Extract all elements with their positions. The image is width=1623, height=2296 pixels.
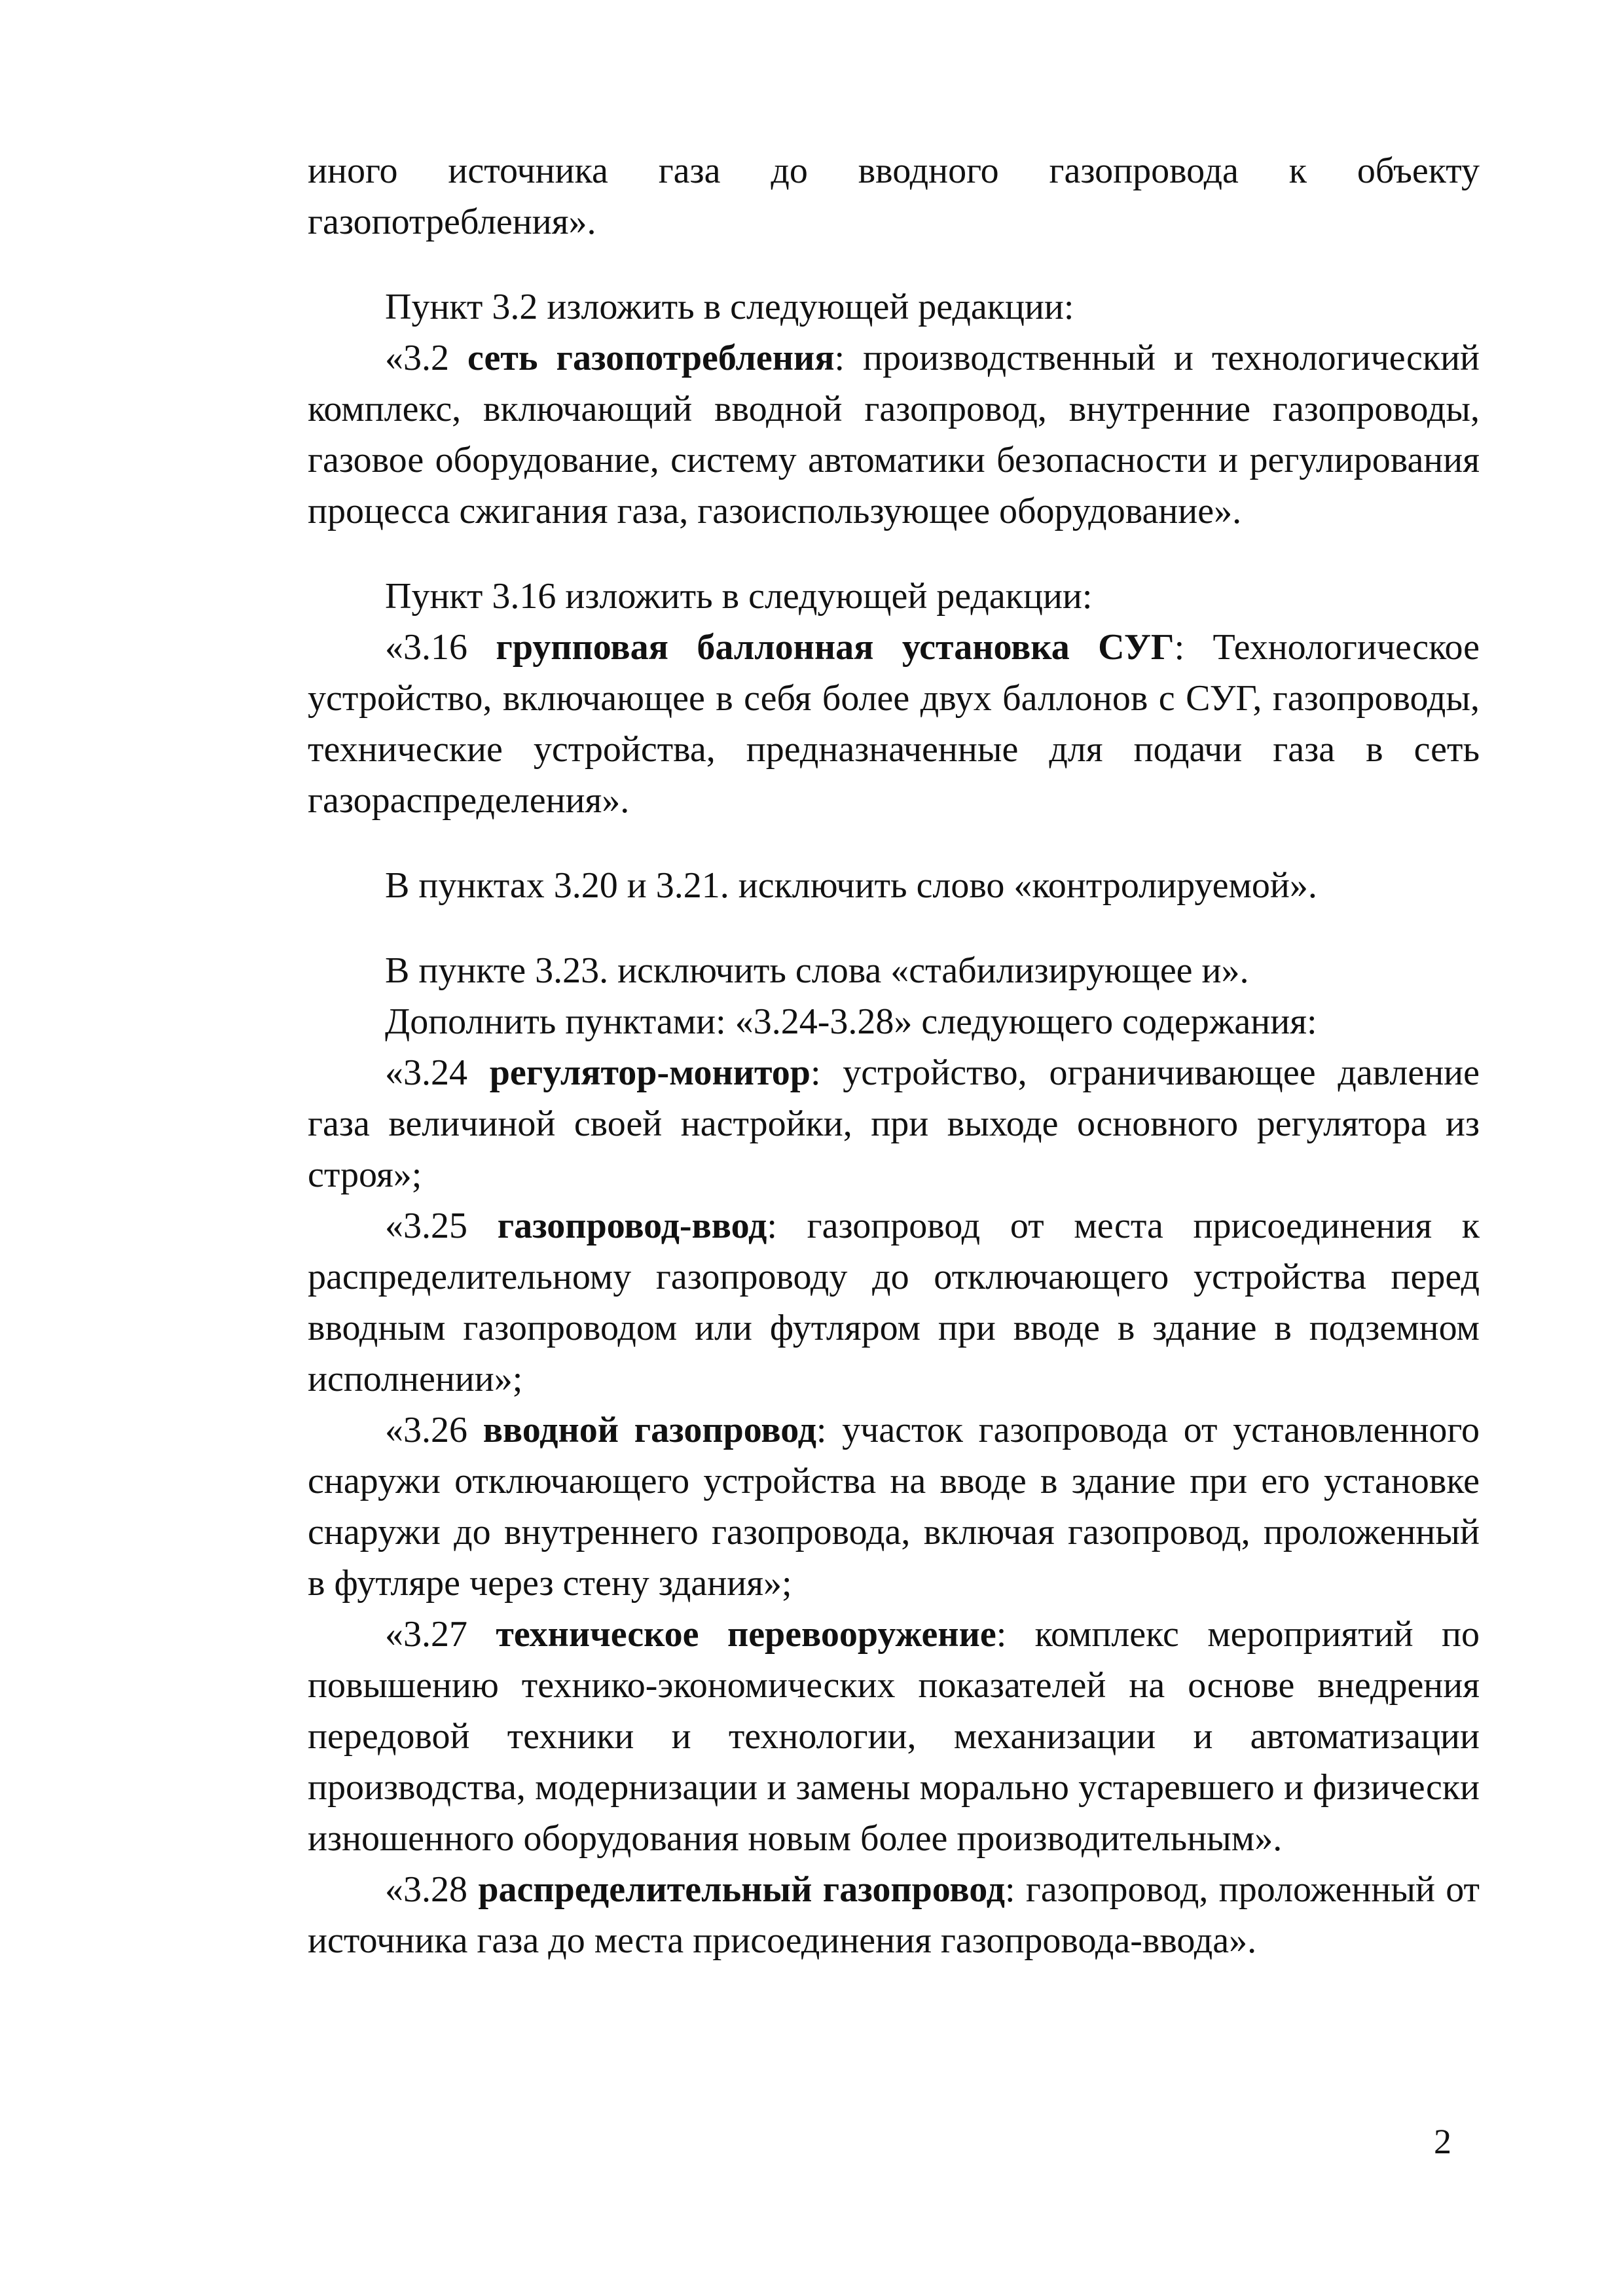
definition-term: регулятор-монитор — [489, 1052, 811, 1093]
definition-text: : комплекс мероприятий по повышению технико-экономических показателей на основе внедрения передовой техники и технологии, механизации и автоматизации производства, модернизации и замены морально устаревшего и физически изношенного оборудования новым более производительным». — [308, 1614, 1480, 1859]
definition-term: техническое перевооружение — [496, 1614, 996, 1655]
definition-number: «3.25 — [385, 1206, 498, 1246]
definition-number: «3.27 — [385, 1614, 496, 1655]
paragraph-amend-3-2: Пункт 3.2 изложить в следующей редакции: — [385, 287, 1074, 327]
definition-text: : участок газопровода от установленного снаружи отключающего устройства на вводе в здание при его установке снаружи до внутреннего газопровода, включая газопровод, проложенный в футляре через стену здания»; — [308, 1410, 1480, 1604]
definition-text: : газопровод от места присоединения к распределительному газопроводу до отключающего устройства перед вводным газопроводом или футляром при вводе в здание в подземном исполнении»; — [308, 1206, 1480, 1399]
definition-3-16 — [308, 622, 1480, 826]
paragraph-continuation: иного источника газа до вводного газопровода к объекту газопотребления». — [308, 151, 1480, 242]
definition-term: сеть газопотребления — [467, 338, 835, 378]
definition-text: : устройство, ограничивающее давление газа величиной своей настройки, при выходе основного регулятора из строя»; — [308, 1052, 1480, 1195]
page-number: 2 — [1434, 2122, 1451, 2161]
definition-3-25 — [308, 1200, 1480, 1405]
definition-3-24 — [308, 1047, 1480, 1200]
definition-term: распределительный газопровод — [478, 1869, 1005, 1910]
definition-term: газопровод-ввод — [497, 1206, 767, 1246]
definition-number: «3.16 — [385, 627, 496, 668]
definition-3-2 — [308, 332, 1480, 537]
document-body — [308, 145, 1480, 1966]
paragraph-exclude-3-23: В пункте 3.23. исключить слова «стабилизирующее и». — [385, 950, 1249, 991]
definition-term: групповая баллонная установка СУГ — [496, 627, 1175, 668]
definition-text: : Технологическое устройство, включающее в себя более двух баллонов с СУГ, газопроводы, технические устройства, предназначенные для подачи газа в сеть газораспределения». — [308, 627, 1480, 821]
definition-number: «3.26 — [385, 1410, 483, 1450]
paragraph-exclude-3-20: В пунктах 3.20 и 3.21. исключить слово «контролируемой». — [385, 865, 1317, 906]
definition-number: «3.28 — [385, 1869, 479, 1910]
definition-text: : производственный и технологический комплекс, включающий вводной газопровод, внутренние газопроводы, газовое оборудование, систему автоматики безопасности и регулирования процесса сжигания газа, газоиспользующее оборудование». — [308, 338, 1480, 531]
paragraph-amend-3-16: Пункт 3.16 изложить в следующей редакции: — [385, 576, 1093, 617]
definition-3-27 — [308, 1609, 1480, 1864]
definition-text: : газопровод, проложенный от источника газа до места присоединения газопровода-ввода». — [308, 1869, 1480, 1961]
definition-3-26 — [308, 1405, 1480, 1609]
definition-3-28 — [308, 1864, 1480, 1966]
paragraph-add-items: Дополнить пунктами: «3.24-3.28» следующего содержания: — [385, 1001, 1317, 1042]
definition-number: «3.24 — [385, 1052, 490, 1093]
definition-number: «3.2 — [385, 338, 467, 378]
definition-term: вводной газопровод — [483, 1410, 816, 1450]
